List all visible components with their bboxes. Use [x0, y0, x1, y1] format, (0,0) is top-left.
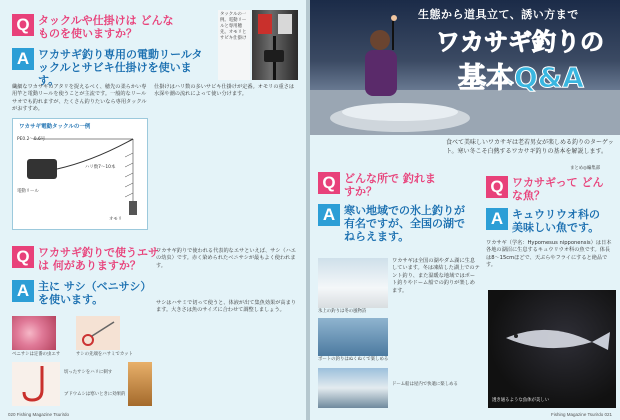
bait-photo-cut: [76, 316, 120, 350]
bait-body-2: サシはハサミで切って使うと、体液が出て集魚効果が高まります。大きさは魚のサイズに合わせて調整しましょう。: [156, 300, 296, 314]
bait-caption-1: サシの先端をハサミでカット: [76, 352, 133, 357]
scissors-icon: [76, 316, 120, 350]
question-text: タックルや仕掛けは どんなものを使いますか？: [38, 14, 174, 40]
tackle-callout-text: タックルの一例。電動リールと専用穂先、オモリとサビキ仕掛け: [220, 12, 247, 41]
q-badge: Q: [486, 176, 508, 198]
q-badge: Q: [318, 172, 340, 194]
hero-lead: 食べて美味しいワカサギは老若男女が楽しめる釣りのターゲット。寒い冬こそ白熱するワカサギ釣りの基本を解説します。: [446, 139, 614, 155]
a-badge: A: [486, 208, 508, 230]
answer-text: ワカサギ釣り専用の電動リールタックルとサビキ仕掛けを使います。: [38, 48, 203, 87]
diagram-label-hooks: ハリ数7〜10本: [85, 165, 116, 170]
where-caption-2: ドーム船は屋内で快適に楽しめる: [392, 382, 458, 387]
diagram-label-sinker: オモリ: [109, 217, 123, 222]
page-footer-left: 020 Fishing Magazine Tsuri!do: [8, 412, 69, 417]
tackle-photo: [252, 10, 298, 80]
answer-row: [486, 208, 616, 234]
hero-subtitle: 生態から道具立て、誘い方まで: [418, 8, 579, 21]
tackle-callout: [218, 10, 250, 80]
right-page: [310, 0, 620, 420]
diagram-label-reel: 電動リール: [17, 189, 39, 194]
hero-byline: まとめ◎編集部: [570, 166, 601, 171]
hero-title-line2: 基本Q&A: [458, 61, 584, 94]
bait-caption-0: ベニサシは定番の虫エサ: [12, 352, 61, 357]
a-badge: A: [12, 280, 34, 302]
diagram-title: ワカサギ電動タックルの一例: [19, 124, 91, 130]
fish-caption: 透き通るような魚体が美しい: [492, 398, 550, 403]
hero-photo: [310, 0, 620, 135]
bait-photo-hook: [12, 362, 60, 406]
tackle-body-1: 繊細なワカサギのアタリを捉えるべく、穂先の柔らかい専用竿と電動リールを使うことが主流です。一般的なリールサオでも釣れますが、たくさん釣りたいなら専用タックルがおすすめ。: [12, 84, 147, 113]
bait-caption-2: 切ったサシをハリに刺す: [64, 370, 113, 375]
bait-caption-3: ブドウムシは寒いときに効果的: [64, 392, 126, 397]
a-badge: A: [12, 48, 34, 70]
question-text: ワカサギって どんな魚？: [512, 176, 604, 202]
wakasagi-photo: [488, 290, 616, 408]
boat-fishing-photo: [318, 318, 388, 356]
bait-photo-sashi: [12, 316, 56, 350]
dome-boat-photo: [318, 368, 388, 408]
question-text: ワカサギ釣りで使うエサは 何がありますか？: [38, 246, 159, 272]
q-badge: Q: [12, 246, 34, 268]
answer-text: 寒い地域での氷上釣りが有名ですが、全国の湖でねらえます。: [344, 204, 465, 243]
page-footer-right: Fishing Magazine Tsuri!do 021: [551, 412, 612, 417]
answer-text: キュウリウオ科の 美味しい魚です。: [512, 208, 600, 234]
hero-title-line1: ワカサギ釣りの: [436, 28, 604, 56]
answer-text: 主に サシ（ベニサシ）を使います。: [38, 280, 152, 306]
question-row: [12, 14, 212, 40]
where-caption-0: 氷上の釣りは冬の風物詩: [318, 309, 367, 314]
answer-row: [12, 48, 212, 87]
hook-icon: [12, 362, 60, 406]
where-caption-1: ボートの釣りはぬくぬくで楽しめる: [318, 357, 389, 362]
a-badge: A: [318, 204, 340, 226]
rod-reel-image: [252, 10, 298, 80]
tackle-body-2: 仕掛けはハリ数の多いサビキ仕掛けが定番。オモリの重さは水深や潮の流れによって使い分けます。: [154, 84, 295, 98]
fish-body: ワカサギ（学名：Hypomesus nipponensis）は日本各地の湖沼に生息するキュウリウオ科の魚です。体長は8〜15cmほどで、天ぷらやフライにすると絶品です。: [486, 240, 612, 269]
q-badge: Q: [12, 14, 34, 36]
answer-row: [318, 204, 478, 243]
qa-where: [318, 172, 478, 243]
bait-photo-budoumushi: [128, 362, 152, 406]
question-text: どんな所で 釣れますか？: [344, 172, 436, 198]
diagram-label-line: PE0.2〜0.6号: [17, 137, 46, 142]
bait-body-1: ワカサギ釣りで使われる代表的なエサといえば、サシ（ハエの幼虫）です。赤く染められたベニサシが最もよく使われます。: [156, 248, 296, 269]
tackle-diagram: [12, 118, 148, 230]
tackle-diagram-drawing: [13, 131, 149, 231]
question-row: [486, 176, 616, 202]
ice-fishing-photo: [318, 258, 388, 308]
fish-image: [488, 290, 616, 408]
qa-tackle: [12, 14, 212, 87]
left-page: [0, 0, 306, 420]
qa-what-fish: [486, 176, 616, 270]
question-row: [318, 172, 478, 198]
where-body: ワカサギは全国の湖やダム湖に生息しています。冬は凍結した湖上でのテント釣り、また温暖な地域ではボート釣りやドーム船での釣りが楽しめます。: [392, 258, 480, 294]
